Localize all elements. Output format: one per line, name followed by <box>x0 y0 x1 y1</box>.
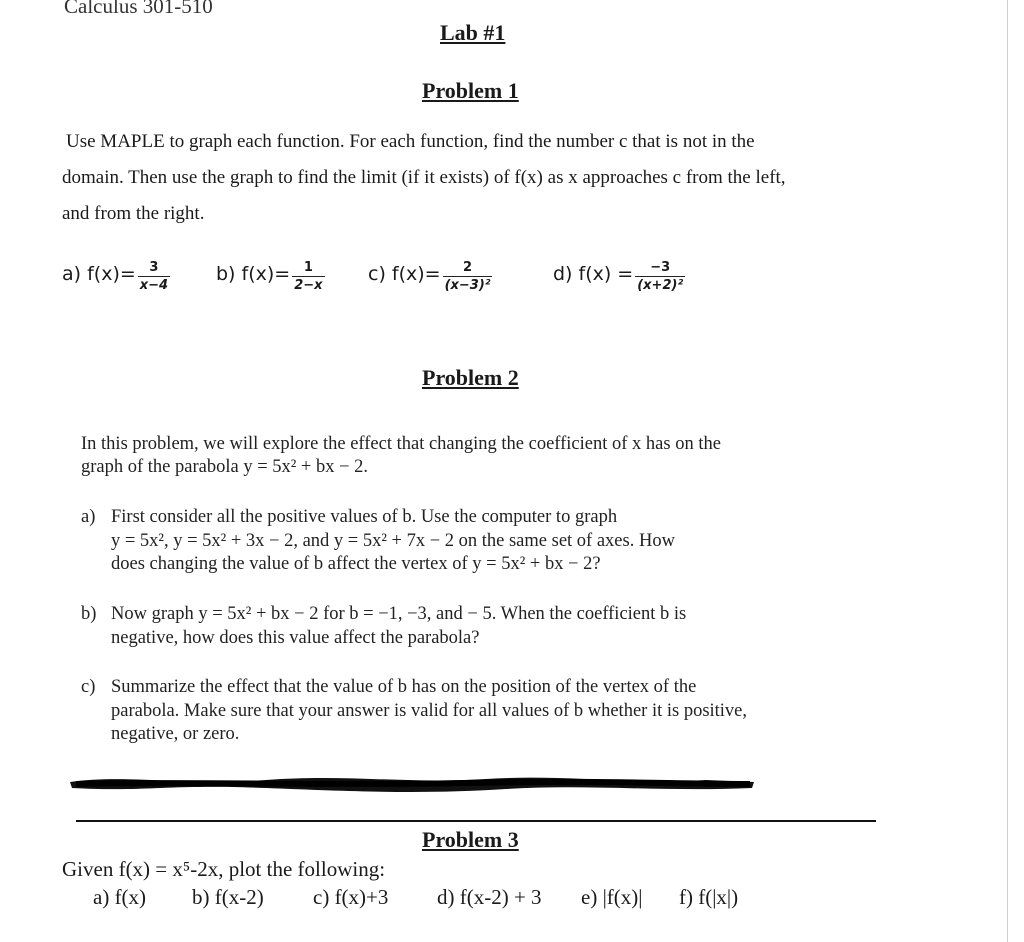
problem3-item-d: d) f(x-2) + 3 <box>437 885 542 909</box>
course-title: Calculus 301-510 <box>64 0 213 18</box>
problem2-a-line2: y = 5x², y = 5x² + 3x − 2, and y = 5x² + 7x − 2 on the same set of axes. How <box>111 531 675 551</box>
function-c-label: c) f(x)= <box>368 263 441 286</box>
page-edge <box>1007 0 1008 942</box>
function-d-fraction <box>635 260 685 293</box>
problem1-line3: and from the right. <box>62 203 205 224</box>
function-c-denominator: (x−3)² <box>444 278 491 293</box>
function-d-numerator: −3 <box>650 260 671 275</box>
problem2-intro-line2: graph of the parabola y = 5x² + bx − 2. <box>81 457 369 477</box>
problem2-a-line3: does changing the value of b affect the vertex of y = 5x² + bx − 2? <box>111 554 601 574</box>
function-c-fraction <box>443 260 493 293</box>
function-a-label: a) f(x)= <box>62 263 136 286</box>
problem1-line1: Use MAPLE to graph each function. For each function, find the number c that is not in the <box>66 131 755 152</box>
problem3-item-c: c) f(x)+3 <box>313 885 389 909</box>
problem2-c-line1: Summarize the effect that the value of b has on the position of the vertex of the <box>111 677 697 697</box>
problem3-given: Given f(x) = x⁵-2x, plot the following: <box>62 857 386 881</box>
function-b-label: b) f(x)= <box>216 263 291 286</box>
horizontal-rule <box>76 820 876 822</box>
function-c-numerator: 2 <box>463 260 473 275</box>
problem2-c-line2: parabola. Make sure that your answer is valid for all values of b whether it is positive, <box>111 701 748 721</box>
function-a-denominator: x−4 <box>139 278 169 293</box>
function-d-denominator: (x+2)² <box>637 278 684 293</box>
function-b <box>216 260 327 293</box>
function-a <box>62 260 172 293</box>
function-c <box>368 260 494 293</box>
problem2-heading: Problem 2 <box>422 365 519 390</box>
problem3-item-b: b) f(x-2) <box>192 885 264 909</box>
function-a-fraction <box>138 260 170 293</box>
problem1-line2: domain. Then use the graph to find the limit (if it exists) of f(x) as x approaches c from the left, <box>62 167 786 188</box>
function-d-label: d) f(x) = <box>553 263 634 286</box>
problem2-b-label: b) <box>81 604 97 624</box>
problem3-item-a: a) f(x) <box>93 885 147 909</box>
problem2-intro-line1: In this problem, we will explore the effect that changing the coefficient of x has on the <box>81 434 721 454</box>
problem3-item-e: e) |f(x)| <box>581 885 643 909</box>
redaction-scribble <box>66 772 756 794</box>
problem2-b-line2: negative, how does this value affect the parabola? <box>111 628 480 648</box>
problem1-heading: Problem 1 <box>422 78 519 103</box>
function-b-numerator: 1 <box>303 260 313 275</box>
lab-title: Lab #1 <box>440 20 506 45</box>
problem2-a-label: a) <box>81 507 96 527</box>
problem2-c-label: c) <box>81 677 96 697</box>
problem2-b-line1: Now graph y = 5x² + bx − 2 for b = −1, −3, and − 5. When the coefficient b is <box>111 604 687 624</box>
problem2-c-line3: negative, or zero. <box>111 724 240 744</box>
problem2-a-line1: First consider all the positive values of b. Use the computer to graph <box>111 507 618 527</box>
function-a-numerator: 3 <box>149 260 159 275</box>
function-b-denominator: 2−x <box>294 278 323 293</box>
problem3-heading: Problem 3 <box>422 827 519 852</box>
problem3-item-f: f) f(|x|) <box>679 885 739 909</box>
function-d <box>553 260 687 293</box>
function-b-fraction <box>292 260 324 293</box>
